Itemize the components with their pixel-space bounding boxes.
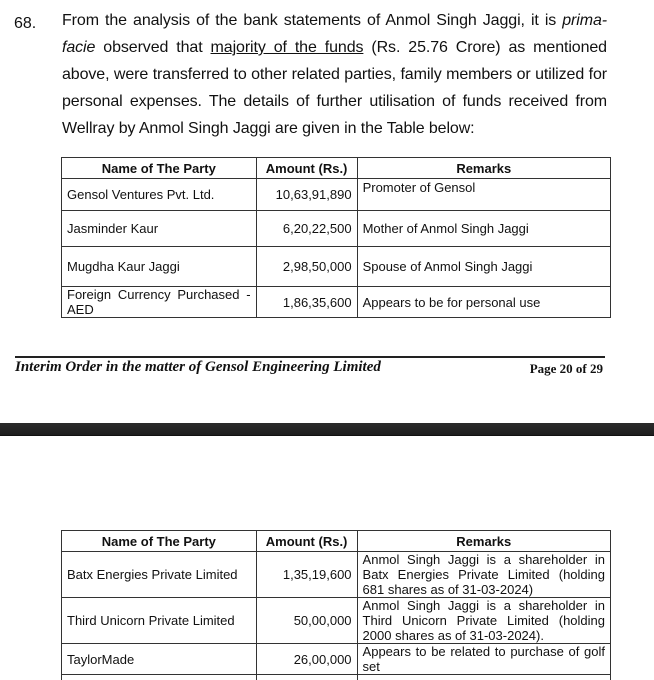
column-header-party: Name of The Party — [62, 531, 257, 552]
paragraph-number: 68. — [14, 15, 37, 32]
amount-cell: 10,63,91,890 — [256, 179, 357, 211]
remarks-cell: Spouse of Anmol Singh Jaggi — [357, 247, 610, 287]
funds-utilisation-table-2 — [61, 530, 611, 680]
column-header-remarks: Remarks — [357, 158, 610, 179]
table-row — [62, 598, 611, 644]
table-row — [62, 247, 611, 287]
table-row — [62, 179, 611, 211]
column-header-party: Name of The Party — [62, 158, 257, 179]
table-row — [62, 287, 611, 318]
remarks-cell: Appears to be related to purchase of golf set — [357, 644, 610, 675]
funds-utilisation-table-1 — [61, 157, 611, 318]
remarks-cell: Anmol Singh Jaggi is a shareholder in Batx Energies Private Limited (holding 681 shares as of 31-03-2024) — [357, 552, 610, 598]
party-cell: TaylorMade — [62, 644, 257, 675]
party-cell: Third Unicorn Private Limited — [62, 598, 257, 644]
column-header-amount: Amount (Rs.) — [256, 158, 357, 179]
amount-cell: 1,35,19,600 — [256, 552, 357, 598]
amount-cell: 26,00,000 — [256, 644, 357, 675]
party-cell: Gensol Ventures Pvt. Ltd. — [62, 179, 257, 211]
paragraph-68-text — [62, 7, 607, 142]
party-cell: Mugdha Kaur Jaggi — [62, 247, 257, 287]
footer-document-title: Interim Order in the matter of Gensol Engineering Limited — [15, 359, 381, 375]
footer-page-number: Page 20 of 29 — [529, 361, 603, 376]
table-row — [62, 644, 611, 675]
column-header-amount: Amount (Rs.) — [256, 531, 357, 552]
amount-cell: 50,00,000 — [256, 598, 357, 644]
party-cell: Jasminder Kaur — [62, 211, 257, 247]
table-row — [62, 211, 611, 247]
footer-divider — [15, 356, 605, 358]
table-row — [62, 675, 611, 680]
party-cell: Foreign Currency Purchased - AED — [62, 287, 257, 318]
table-header-row — [62, 158, 611, 179]
column-header-remarks: Remarks — [357, 531, 610, 552]
party-cell: Batx Energies Private Limited — [62, 552, 257, 598]
remarks-cell: Mother of Anmol Singh Jaggi — [357, 211, 610, 247]
paragraph-text-part: observed that — [95, 39, 211, 56]
page-separator — [0, 423, 654, 436]
remarks-cell: Promoter of Gensol — [357, 179, 610, 211]
remarks-cell — [357, 675, 610, 680]
paragraph-text-part: From the analysis of the bank statements of Anmol Singh Jaggi, it is — [62, 12, 563, 29]
remarks-cell: Anmol Singh Jaggi is a shareholder in Third Unicorn Private Limited (holding 2000 shares as of 31-03-2024). — [357, 598, 610, 644]
table-header-row — [62, 531, 611, 552]
remarks-cell: Appears to be for personal use — [357, 287, 610, 318]
table-row — [62, 552, 611, 598]
underlined-phrase: majority of the funds — [210, 39, 364, 56]
italic-term: prima-facie — [62, 12, 607, 56]
amount-cell: 2,98,50,000 — [256, 247, 357, 287]
amount-cell — [256, 675, 357, 680]
amount-cell: 1,86,35,600 — [256, 287, 357, 318]
amount-cell: 6,20,22,500 — [256, 211, 357, 247]
party-cell — [62, 675, 257, 680]
paragraph-text-part: (Rs. 25.76 Crore) as mentioned above, were transferred to other related parties, family members or utilized for personal expenses. The details of further utilisation of funds received from Wellray by Anmol Singh Jaggi are given in the Table below: — [62, 39, 607, 137]
